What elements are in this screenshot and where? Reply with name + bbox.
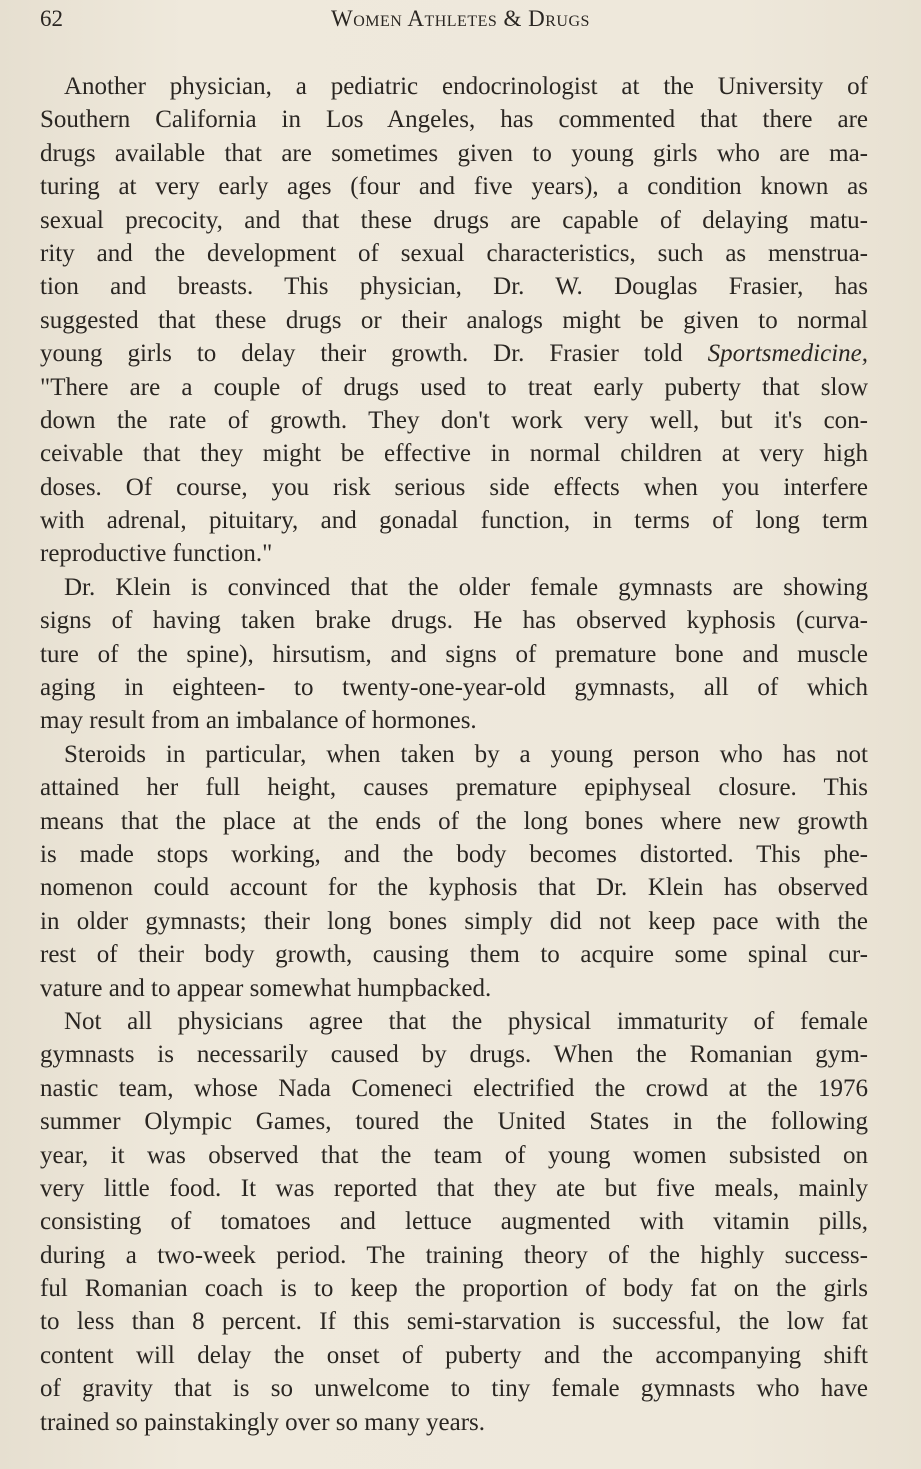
text-line [40,437,868,470]
line-text: attained her full height, causes premature epiphyseal closure. This [40,774,868,802]
line-text: consisting of tomatoes and lettuce augmented with vitamin pills, [40,1208,868,1236]
line-text: may result from an imbalance of hormones. [40,707,477,735]
line-text: sexual precocity, and that these drugs are capable of delaying matu- [40,206,868,234]
line-text: turing at very early ages (four and five years), a condition known as [40,173,868,201]
text-line [40,304,868,337]
line-text: to less than 8 percent. If this semi-starvation is successful, the low fat [40,1308,868,1336]
line-text: nomenon could account for the kyphosis that Dr. Klein has observed [40,874,868,902]
text-line [40,704,868,737]
text-line [40,905,868,938]
text-line [40,204,868,237]
body-text [40,70,868,1439]
text-line [40,638,868,671]
line-text: very little food. It was reported that they ate but five meals, mainly [40,1174,868,1202]
text-line [40,1172,868,1205]
text-line [40,103,868,136]
line-text: rest of their body growth, causing them to acquire some spinal cur- [40,941,868,969]
line-text: content will delay the onset of puberty and the accompanying shift [40,1341,868,1369]
line-text: of gravity that is so unwelcome to tiny female gymnasts who have [40,1375,868,1403]
paragraph [40,1005,868,1439]
line-text: gymnasts is necessarily caused by drugs. When the Romanian gym- [40,1041,868,1069]
text-line [40,1005,868,1038]
line-text: tion and breasts. This physician, Dr. W. Douglas Frasier, has [40,273,868,301]
paragraph [40,571,868,738]
line-text: nastic team, whose Nada Comeneci electrified the crowd at the 1976 [40,1074,868,1102]
line-text: Southern California in Los Angeles, has commented that there are [40,106,868,134]
text-line [40,972,868,1005]
text-line [40,738,868,771]
line-text: Dr. Klein is convinced that the older female gymnasts are showing [64,573,868,601]
text-line [40,270,868,303]
line-text: ture of the spine), hirsutism, and signs of premature bone and muscle [40,640,868,668]
text-line [40,1239,868,1272]
text-line [40,1372,868,1405]
text-line [40,137,868,170]
text-line [40,771,868,804]
text-line [40,170,868,203]
text-line [40,1139,868,1172]
text-line [40,604,868,637]
text-line [40,1038,868,1071]
line-text: in older gymnasts; their long bones simply did not keep pace with the [40,907,868,935]
text-line [40,471,868,504]
text-line [40,1305,868,1338]
line-text: Another physician, a pediatric endocrinologist at the University of [64,73,868,100]
text-line [40,1205,868,1238]
line-text: year, it was observed that the team of young women subsisted on [40,1141,868,1169]
line-text: ful Romanian coach is to keep the proportion of body fat on the girls [40,1275,868,1303]
text-line [40,1406,868,1439]
text-line [40,938,868,971]
line-text: Steroids in particular, when taken by a young person who has not [64,740,868,768]
line-text: reproductive function." [40,540,273,568]
line-text: down the rate of growth. They don't work very well, but it's con- [40,406,868,434]
line-text: summer Olympic Games, toured the United States in the following [40,1108,868,1136]
line-text: doses. Of course, you risk serious side effects when you interfere [40,473,868,501]
text-line [40,371,868,404]
text-line [40,537,868,570]
text-line [40,337,868,370]
line-text: rity and the development of sexual characteristics, such as menstrua- [40,239,868,267]
line-text: means that the place at the ends of the long bones where new growth [40,807,868,835]
text-line [40,571,868,604]
line-text: drugs available that are sometimes given to young girls who are ma- [40,139,868,167]
text-line [40,871,868,904]
text-line [40,237,868,270]
page-number: 62 [40,6,63,31]
text-line [40,1105,868,1138]
text-line [40,1072,868,1105]
text-line [40,504,868,537]
text-line [40,1272,868,1305]
line-text: suggested that these drugs or their analogs might be given to normal [40,306,868,334]
text-line [40,404,868,437]
line-text: with adrenal, pituitary, and gonadal function, in terms of long term [40,507,868,535]
line-text: Not all physicians agree that the physical immaturity of female [64,1007,868,1035]
text-line [40,805,868,838]
line-text: signs of having taken brake drugs. He has observed kyphosis (curva- [40,607,868,635]
line-text: is made stops working, and the body becomes distorted. This phe- [40,840,868,868]
text-line [40,671,868,704]
line-text: young girls to delay their growth. Dr. Frasier told [40,340,708,368]
line-text: during a two-week period. The training theory of the highly success- [40,1241,868,1269]
line-text: aging in eighteen- to twenty-one-year-old gymnasts, all of which [40,674,868,702]
line-text: ceivable that they might be effective in normal children at very high [40,440,868,468]
text-line [40,70,868,103]
text-line [40,838,868,871]
paragraph [40,738,868,1005]
paragraph [40,70,868,571]
line-text: "There are a couple of drugs used to treat early puberty that slow [40,373,868,401]
running-head: Women Athletes & Drugs [331,6,590,31]
italic-title: Sportsmedicine, [707,340,868,368]
line-text: vature and to appear somewhat humpbacked. [40,974,492,1002]
text-line [40,1339,868,1372]
line-text: trained so painstakingly over so many years. [40,1408,486,1436]
